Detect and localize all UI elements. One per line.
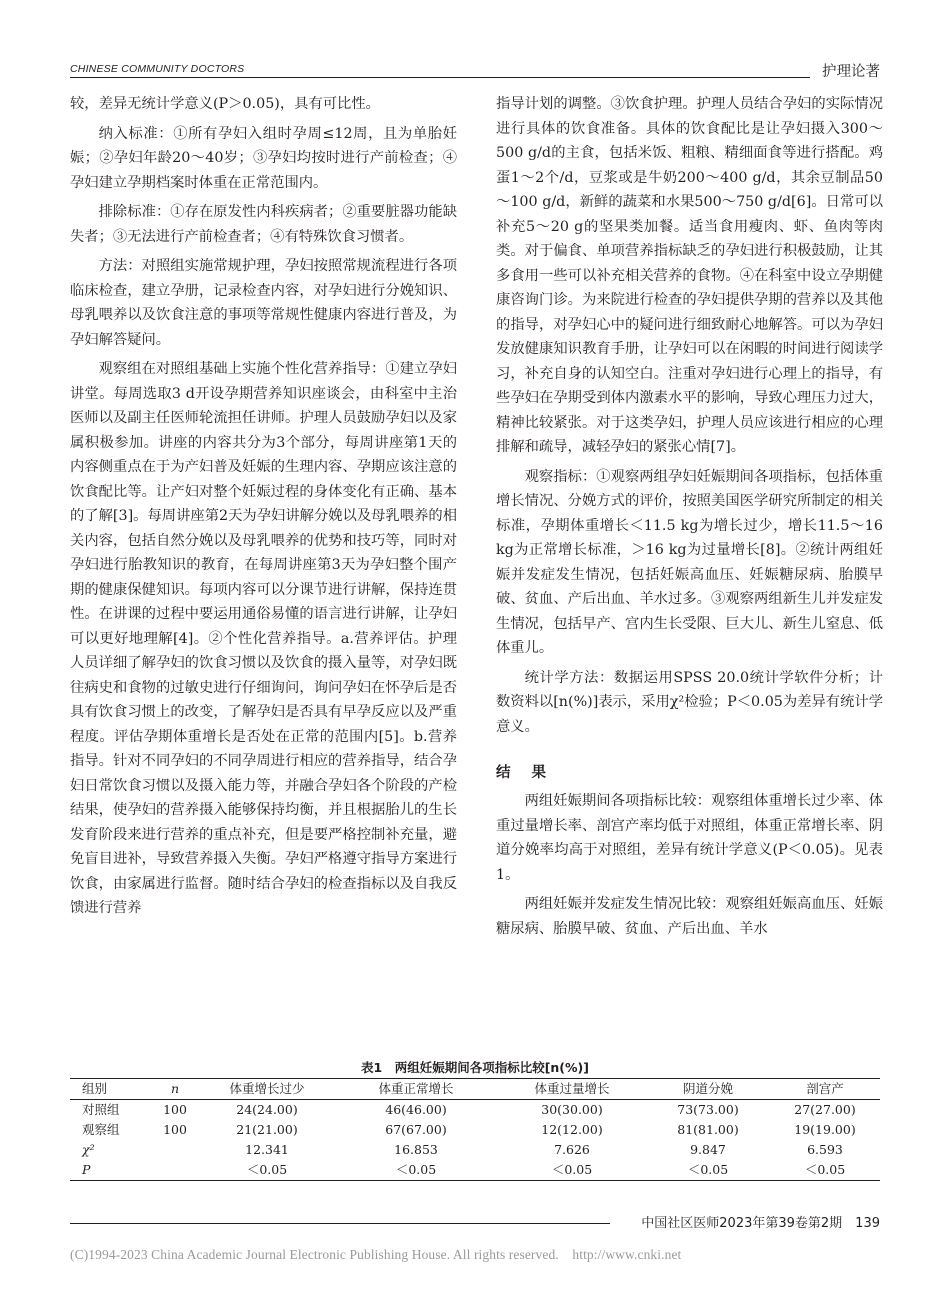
observation-indicators: 观察指标：①观察两组孕妇妊娠期间各项指标，包括体重增长情况、分娩方式的评价，按照美国医学研究所制定的相关标准，孕期体重增长＜11.5 kg为增长过少，增长11.5～16 kg为正常增长标准，＞16 kg为过量增长[8]。②统计两组妊娠并发症发生情况，包括妊娠高血压、妊娠糖尿病、胎膜早破、贫血、产后出血、羊水过多。③观察两组新生儿并发症发生情况，包括早产、宫内生长受限、巨大儿、新生儿窒息、低体重儿。 [496,468,883,656]
table-row [70,1100,880,1121]
left-column [70,92,457,926]
table-cell: 100 [163,1102,187,1117]
column-header: 阴道分娩 [682,1081,733,1096]
table-row [70,1120,880,1140]
table-cell: 6.593 [807,1142,843,1157]
footer-rule [70,1223,610,1224]
table-cell: ＜0.05 [246,1162,288,1177]
table-cell: 12(12.00) [541,1122,603,1137]
table-cell: 67(67.00) [385,1122,447,1137]
exclusion-criteria: 排除标准：①存在原发性内科疾病者；②重要脏器功能缺失者；③无法进行产前检查者；④有特殊饮食习惯者。 [70,204,457,245]
table-cell: 21(21.00) [236,1122,298,1137]
copyright-notice: (C)1994-2023 China Academic Journal Electronic Publishing House. All rights reserved. http://www.cnki.net [70,1247,682,1262]
inclusion-criteria: 纳入标准：①所有孕妇入组时孕周≤12周，且为单胎妊娠；②孕妇年龄20～40岁；③孕妇均按时进行产前检查；④孕妇建立孕期档案时体重在正常范围内。 [70,125,457,191]
table-cell: ＜0.05 [551,1162,593,1177]
column-header: n [170,1081,180,1096]
table-cell: 19(19.00) [794,1122,856,1137]
table-cell: ＜0.05 [687,1162,729,1177]
results-paragraph: 两组妊娠期间各项指标比较：观察组体重增长过少率、体重过量增长率、剖宫产率均低于对照组，体重正常增长率、阴道分娩率均高于对照组，差异有统计学意义(P＜0.05)。见表1。 [496,793,883,883]
column-header: 组别 [82,1081,108,1096]
table-row [70,1140,880,1160]
table-cell: 7.626 [554,1142,590,1157]
column-header: 体重过量增长 [534,1081,610,1096]
column-header: 剖宫产 [806,1081,844,1096]
table-cell [150,1140,200,1160]
table-cell: 73(73.00) [677,1102,739,1117]
table-header-row [70,1079,880,1100]
table-cell: 16.853 [394,1142,438,1157]
page-header [70,60,880,82]
data-table [70,1078,880,1181]
table-cell: χ² [82,1142,95,1157]
column-header: 体重增长过少 [229,1081,305,1096]
methods-paragraph: 方法：对照组实施常规护理，孕妇按照常规流程进行各项临床检查，建立孕册，记录检查内容，对孕妇进行分娩知识、母乳喂养以及饮食注意的事项等常规性健康内容进行普及，为孕妇解答疑问。 [70,258,457,348]
complications-paragraph: 两组妊娠并发症发生情况比较：观察组妊娠高血压、妊娠糖尿病、胎膜早破、贫血、产后出血、羊水 [496,896,883,937]
observation-group-paragraph: 观察组在对照组基础上实施个性化营养指导：①建立孕妇讲堂。每周选取3 d开设孕期营养知识座谈会，由科室中主治医师以及副主任医师轮流担任讲师。护理人员鼓励孕妇以及家属积极参加。讲座的内容共分为3个部分，每周讲座第1天的内容侧重点在于为产妇普及妊娠的生理内容、孕期应该注意的饮食配比等。让产妇对整个妊娠过程的身体变化有正确、基本的了解[3]。每周讲座第2天为孕妇讲解分娩以及母乳喂养的相关内容，包括自然分娩以及母乳喂养的优势和技巧等，同时对孕妇进行胎教知识的教育，在每周讲座第3天为孕妇整个围产期的健康保健知识。每项内容可以分课节进行讲解，保持连贯性。在讲课的过程中要运用通俗易懂的语言进行讲解，让孕妇可以更好地理解[4]。②个性化营养指导。a.营养评估。护理人员详细了解孕妇的饮食习惯以及饮食的摄入量等，对孕妇既往病史和食物的过敏史进行仔细询问，询问孕妇在怀孕后是否具有饮食习惯上的改变，了解孕妇是否具有早孕反应以及严重程度。评估孕期体重增长是否处在正常的范围内[5]。b.营养指导。针对不同孕妇的不同孕周进行相应的营养指导，结合孕妇日常饮食习惯以及摄入能力等，并融合孕妇各个阶段的产检结果，使孕妇的营养摄入能够保持均衡，并且根据胎儿的生长发育阶段来进行营养的重点补充，但是要严格控制补充量，避免盲目进补，导致营养摄入失衡。孕妇严格遵守指导方案进行饮食，由家属进行监督。随时结合孕妇的检查指标以及自我反馈进行营养 [70,361,457,916]
table-row [70,1160,880,1181]
table-cell: 观察组 [82,1122,120,1137]
results-heading: 结 果 [496,765,555,781]
table-cell: P [82,1162,91,1177]
statistical-methods: 统计学方法：数据运用SPSS 20.0统计学软件分析；计数资料以[n(%)]表示，采用χ²检验；P＜0.05为差异有统计学意义。 [496,669,883,735]
table-cell: 100 [163,1122,187,1137]
table-cell: 81(81.00) [677,1122,739,1137]
table-cell [150,1160,200,1181]
journal-name-en: CHINESE COMMUNITY DOCTORS [70,63,245,75]
table-cell: 27(27.00) [794,1102,856,1117]
header-rule [70,77,810,78]
table-cell: ＜0.05 [395,1162,437,1177]
table-caption: 表1 两组妊娠期间各项指标比较[n(%)] [361,1060,589,1075]
right-column [496,92,883,946]
paragraph: 较，差异无统计学意义(P＞0.05)，具有可比性。 [70,96,380,112]
section-label: 护理论著 [822,64,880,80]
table-cell: ＜0.05 [804,1162,846,1177]
table-cell: 30(30.00) [541,1102,603,1117]
table-cell: 24(24.00) [236,1102,298,1117]
table-1 [70,1058,880,1181]
paragraph: 指导计划的调整。③饮食护理。护理人员结合孕妇的实际情况进行具体的饮食准备。具体的饮食配比是让孕妇摄入300～500 g/d的主食，包括米饭、粗粮、精细面食等进行搭配。鸡蛋1～2个/d，豆浆或是牛奶200～400 g/d，其余豆制品50～100 g/d，新鲜的蔬菜和水果500～750 g/d[6]。日常可以补充5～20 g的坚果类加餐。适当食用瘦肉、虾、鱼肉等肉类。对于偏食、单项营养指标缺乏的孕妇进行积极鼓励，让其多食用一些可以补充相关营养的食物。④在科室中设立孕期健康咨询门诊。为来院进行检查的孕妇提供孕期的营养以及其他的指导，对孕妇心中的疑问进行细致耐心地解答。可以为孕妇发放健康知识教育手册，让孕妇可以在闲暇的时间进行阅读学习，补充自身的认知空白。注重对孕妇进行心理上的指导，有些孕妇在孕期受到体内激素水平的影响，导致心理压力过大，精神比较紧张。对于这类孕妇，护理人员应该进行相应的心理排解和疏导，减轻孕妇的紧张心情[7]。 [496,96,883,455]
table-cell: 46(46.00) [385,1102,447,1117]
table-cell: 9.847 [690,1142,726,1157]
table-cell: 对照组 [82,1102,120,1117]
page-footer [70,1212,880,1236]
journal-issue-and-page: 中国社区医师2023年第39卷第2期 139 [641,1216,880,1231]
column-header: 体重正常增长 [378,1081,454,1096]
table-cell: 12.341 [245,1142,289,1157]
